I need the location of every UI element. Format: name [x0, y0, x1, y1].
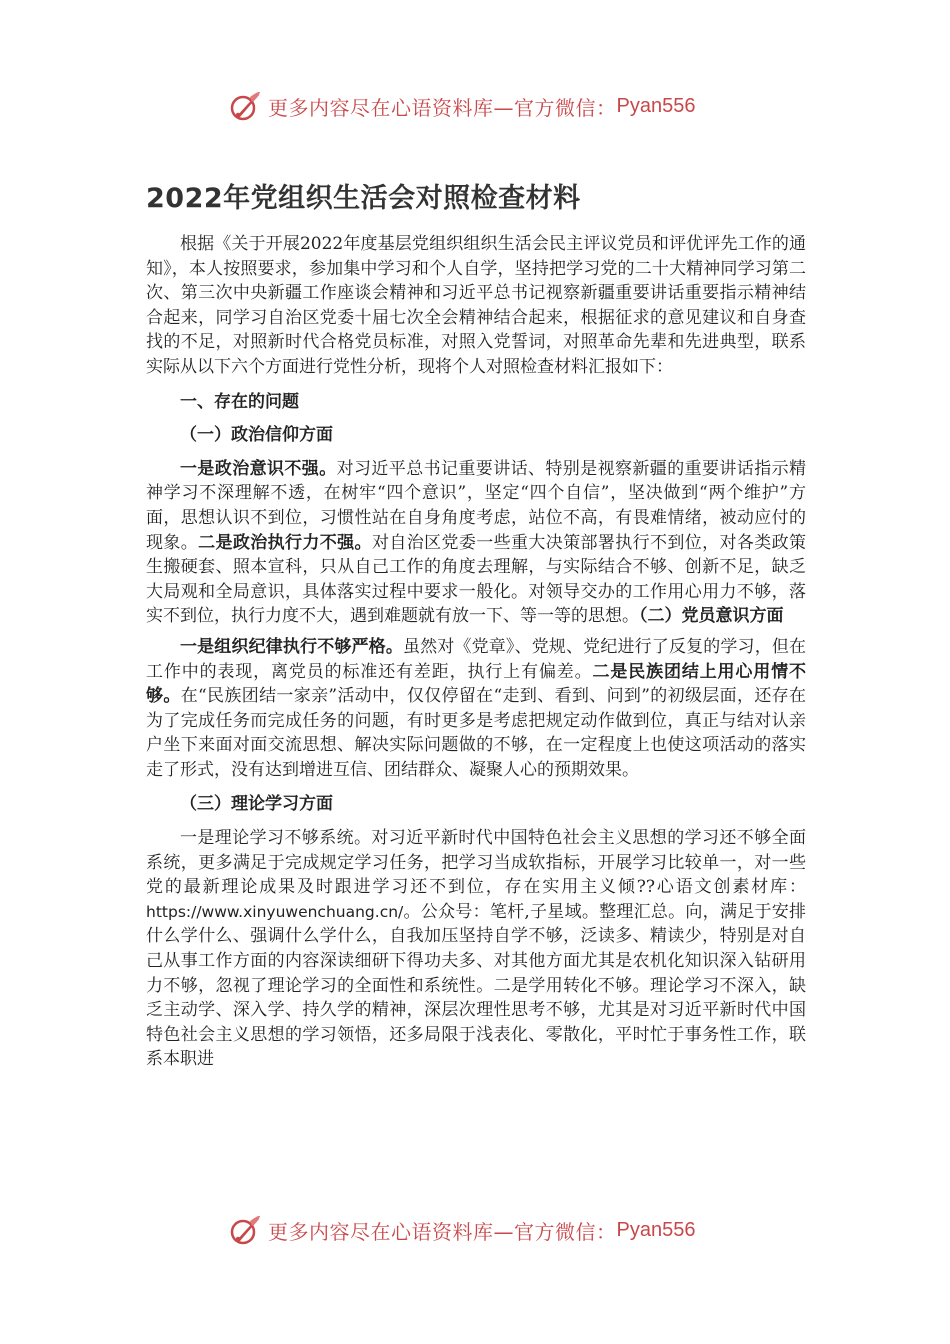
banner-wechat-id: Pyan556 [616, 1218, 696, 1241]
section-heading: 一、存在的问题 [180, 391, 299, 412]
banner-wechat-id: Pyan556 [616, 94, 696, 117]
footer-banner [228, 1212, 728, 1248]
quill-pen-icon [228, 89, 262, 123]
paragraph-political-belief: 一是政治意识不强。对习近平总书记重要讲话、特别是视察新疆的重要讲话指示精神学习不深理解不透，在树牢“四个意识”，坚定“四个自信”，坚决做到“两个维护”方面，思想认识不到位，习惯性站在自身角度考虑，站位不高，有畏难情绪，被动应付的现象。二是政治执行力不强。对自治区党委一些重大决策部署执行不到位，对各类政策生搬硬套、照本宣科，只从自己工作的角度去理解，与实际结合不够、创新不足，缺乏大局观和全局意识，具体落实过程中要求一般化。对领导交办的工作用心用力不够，落实不到位，执行力度不大，遇到难题就有放一下、等一等的思想。（二）党员意识方面 [146, 458, 807, 627]
document-body [146, 232, 806, 1072]
paragraph-theory-study: 一是理论学习不够系统。对习近平新时代中国特色社会主义思想的学习还不够全面系统，更多满足于完成规定学习任务，把学习当成软指标，开展学习比较单一，对一些党的最新理论成果及时跟进学习还不到位，存在实用主义倾??心语文创素材库：https://www.xinyuwenchuang.cn/。公众号：笔杆,子星域。整理汇总。向，满足于安排什么学什么、强调什么学什么，自我加压坚持自学不够，泛读多、精读少，特别是对自己从事工作方面的内容深读细研下得功夫多、对其他方面尤其是农机化知识深入钻研用力不够，忽视了理论学习的全面性和系统性。二是学用转化不够。理论学习不深入，缺乏主动学、深入学、持久学的精神，深层次理性思考不够，尤其是对习近平新时代中国特色社会主义思想的学习领悟，还多局限于浅表化、零散化，平时忙于事务性工作，联系本职进 [146, 828, 806, 1070]
header-banner [228, 88, 728, 124]
paragraph-party-awareness: 一是组织纪律执行不够严格。虽然对《党章》、党规、党纪进行了反复的学习，但在工作中的表现，离党员的标准还有差距，执行上有偏差。二是民族团结上用心用情不够。在“民族团结一家亲”活动中，仅仅停留在“走到、看到、问到”的初级层面，还存在为了完成任务而完成任务的问题，有时更多是考虑把规定动作做到位，真正与结对认亲户坐下来面对面交流思想、解决实际问题做的不够，在一定程度上也使这项活动的落实走了形式，没有达到增进互信、团结群众、凝聚人心的预期效果。 [146, 636, 807, 780]
banner-text: 更多内容尽在心语资料库—官方微信： [268, 1219, 617, 1244]
subsection-heading-inline: （二）党员意识方面 [639, 606, 784, 627]
document-title: 2022年党组织生活会对照检查材料 [146, 183, 581, 214]
subsection-heading: （一）政治信仰方面 [180, 425, 333, 446]
source-url: https://www.xinyuwenchuang.cn/ [146, 902, 404, 921]
quill-pen-icon [228, 1213, 262, 1247]
subsection-heading: （三）理论学习方面 [180, 794, 333, 815]
intro-paragraph: 根据《关于开展2022年度基层党组织组织生活会民主评议党员和评优评先工作的通知》，本人按照要求，参加集中学习和个人自学，坚持把学习党的二十大精神同学习第二次、第三次中央新疆工作座谈会精神和习近平总书记视察新疆重要讲话重要指示精神结合起来，同学习自治区党委十届七次全会精神结合起来，根据征求的意见建议和自身查找的不足，对照新时代合格党员标准，对照入党誓词，对照革命先辈和先进典型，联系实际从以下六个方面进行党性分析，现将个人对照检查材料汇报如下： [146, 234, 806, 377]
banner-text: 更多内容尽在心语资料库—官方微信： [268, 95, 617, 120]
